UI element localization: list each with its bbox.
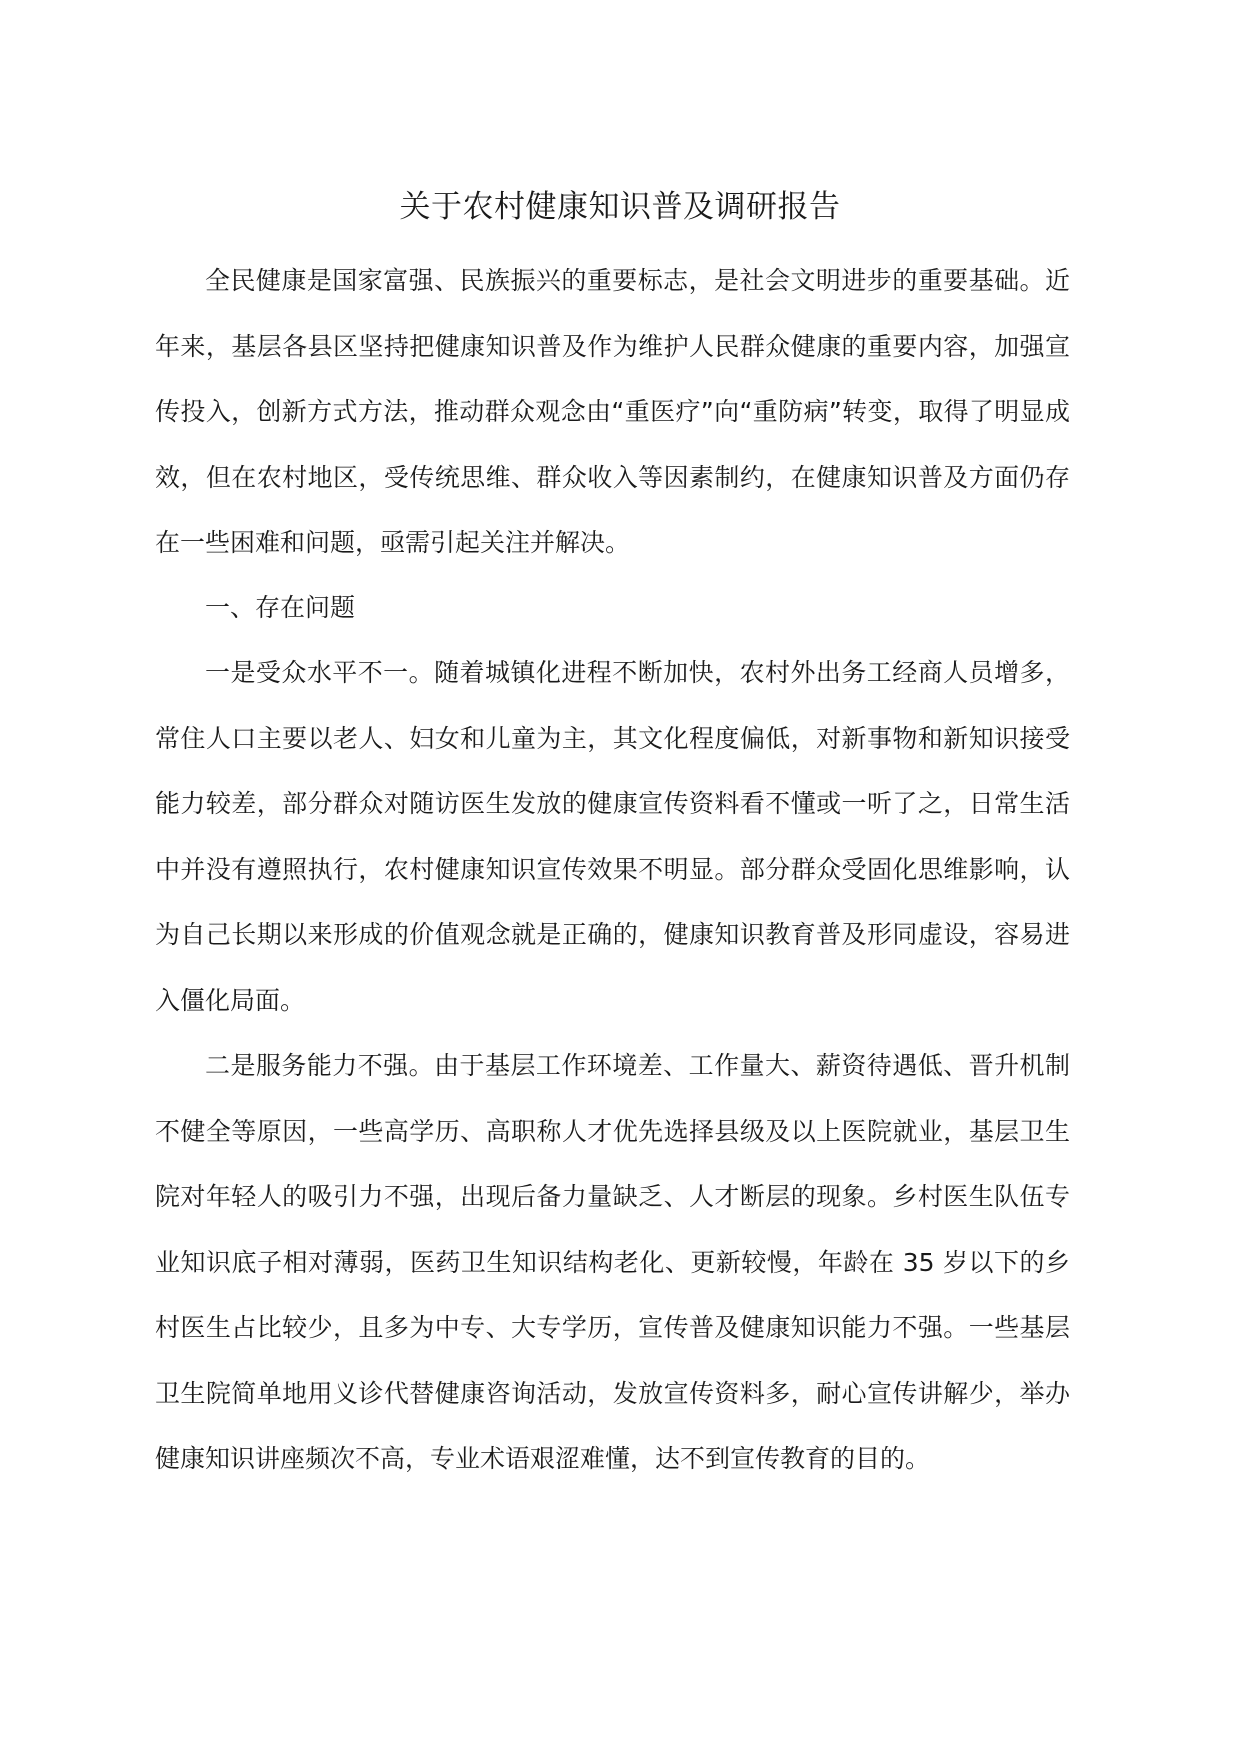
document-title: 关于农村健康知识普及调研报告 xyxy=(399,189,841,225)
intro-paragraph: 全民健康是国家富强、民族振兴的重要标志，是社会文明进步的重要基础。近年来，基层各县区坚持把健康知识普及作为维护人民群众健康的重要内容，加强宣传投入，创新方式方法，推动群众观念由“重医疗”向“重防病”转变，取得了明显成效，但在农村地区，受传统思维、群众收入等因素制约，在健康知识普及方面仍存在一些困难和问题，亟需引起关注并解决。 xyxy=(155,266,1070,557)
problem-paragraph-service: 二是服务能力不强。由于基层工作环境差、工作量大、薪资待遇低、晋升机制不健全等原因，一些高学历、高职称人才优先选择县级及以上医院就业，基层卫生院对年轻人的吸引力不强，出现后备力量缺乏、人才断层的现象。乡村医生队伍专业知识底子相对薄弱，医药卫生知识结构老化、更新较慢，年龄在 35 岁以下的乡村医生占比较少，且多为中专、大专学历，宣传普及健康知识能力不强。一些基层卫生院简单地用义诊代替健康咨询活动，发放宣传资料多，耐心宣传讲解少，举办健康知识讲座频次不高，专业术语艰涩难懂，达不到宣传教育的目的。 xyxy=(155,1051,1070,1473)
problem-paragraph-audience: 一是受众水平不一。随着城镇化进程不断加快，农村外出务工经商人员增多，常住人口主要以老人、妇女和儿童为主，其文化程度偏低，对新事物和新知识接受能力较差，部分群众对随访医生发放的健康宣传资料看不懂或一听了之，日常生活中并没有遵照执行，农村健康知识宣传效果不明显。部分群众受固化思维影响，认为自己长期以来形成的价值观念就是正确的，健康知识教育普及形同虚设，容易进入僵化局面。 xyxy=(155,658,1070,1015)
section-heading-problems: 一、存在问题 xyxy=(205,593,356,622)
